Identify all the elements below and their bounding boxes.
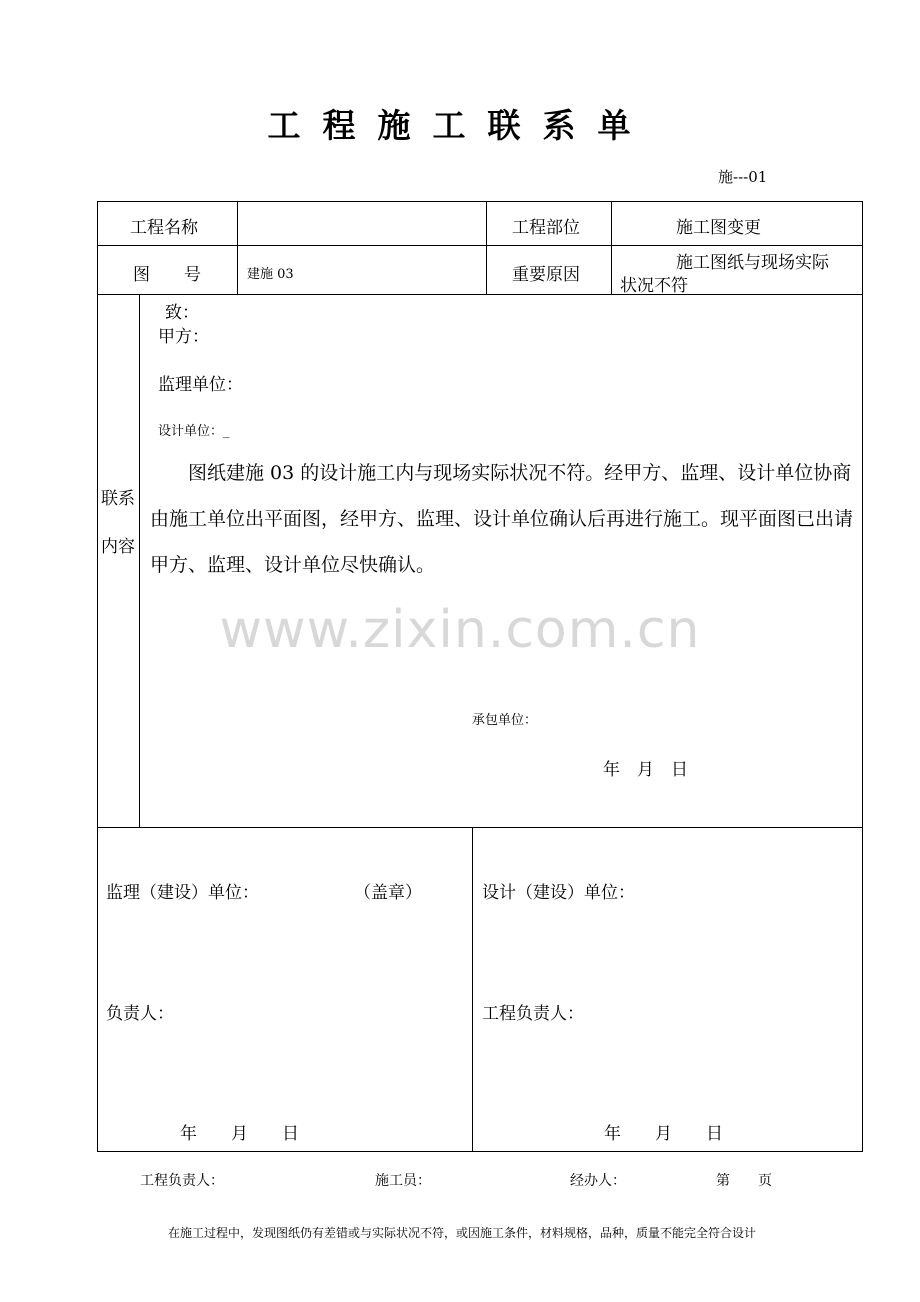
- footer-handler: 经办人：: [570, 1173, 626, 1189]
- main-reason-label: 重要原因: [512, 265, 580, 285]
- contact-side-label: 联系内容: [101, 489, 135, 557]
- left-unit-label: 监理（建设）单位：: [106, 883, 259, 903]
- main-reason-value-line1: 施工图纸与现场实际: [676, 253, 829, 273]
- contractor-label: 承包单位：: [472, 713, 538, 728]
- row-divider-1: [97, 245, 863, 246]
- footer-constructor: 施工员：: [375, 1173, 431, 1189]
- project-part-label: 工程部位: [512, 218, 580, 238]
- table-border-left: [97, 201, 98, 1152]
- right-date: 年 月 日: [604, 1124, 723, 1144]
- contact-date: 年 月 日: [603, 760, 688, 780]
- contact-body: 图纸建施 03 的设计施工内与现场实际状况不符。经甲方、监理、设计单位协商由施工单位出平面图，经甲方、监理、设计单位确认后再进行施工。现平面图已出请甲方、监理、设计单位尽快确认。: [150, 462, 854, 576]
- right-person-label: 工程负责人：: [482, 1004, 584, 1024]
- left-person-label: 负责人：: [106, 1004, 174, 1024]
- project-part-value: 施工图变更: [676, 218, 761, 238]
- sign-center-divider: [472, 827, 473, 1152]
- col-divider-3: [611, 201, 612, 295]
- footer-note: 在施工过程中，发现图纸仍有差错或与实际状况不符，或因施工条件，材料规格，品种，质量不能完全符合设计: [168, 1226, 757, 1240]
- footer-project-manager: 工程负责人：: [140, 1173, 224, 1189]
- row-divider-2: [97, 294, 863, 295]
- drawing-no-value: 建施 03: [247, 267, 294, 282]
- col-divider-2: [486, 201, 487, 295]
- page-title: 工程施工联系单: [267, 106, 653, 145]
- watermark: www.zixin.com.cn: [219, 600, 701, 660]
- to-label: 致：: [165, 303, 199, 323]
- party-a-label: 甲方：: [158, 327, 209, 347]
- design-label: 设计单位：_: [158, 424, 230, 439]
- row-divider-3: [97, 827, 863, 828]
- col-divider-1: [237, 201, 238, 295]
- contact-side-divider: [139, 294, 140, 828]
- right-unit-label: 设计（建设）单位：: [482, 883, 635, 903]
- form-code: 施---01: [718, 168, 768, 186]
- table-border-bottom: [97, 1151, 863, 1152]
- drawing-no-label: 图 号: [133, 265, 201, 285]
- table-border-right: [862, 201, 863, 1152]
- left-seal-label: （盖章）: [354, 883, 422, 903]
- left-date: 年 月 日: [180, 1124, 299, 1144]
- project-name-label: 工程名称: [130, 218, 198, 238]
- table-border-top: [97, 201, 863, 202]
- footer-page: 第 页: [716, 1173, 772, 1189]
- main-reason-value-line2: 状况不符: [620, 276, 688, 296]
- supervision-label: 监理单位：: [158, 375, 243, 395]
